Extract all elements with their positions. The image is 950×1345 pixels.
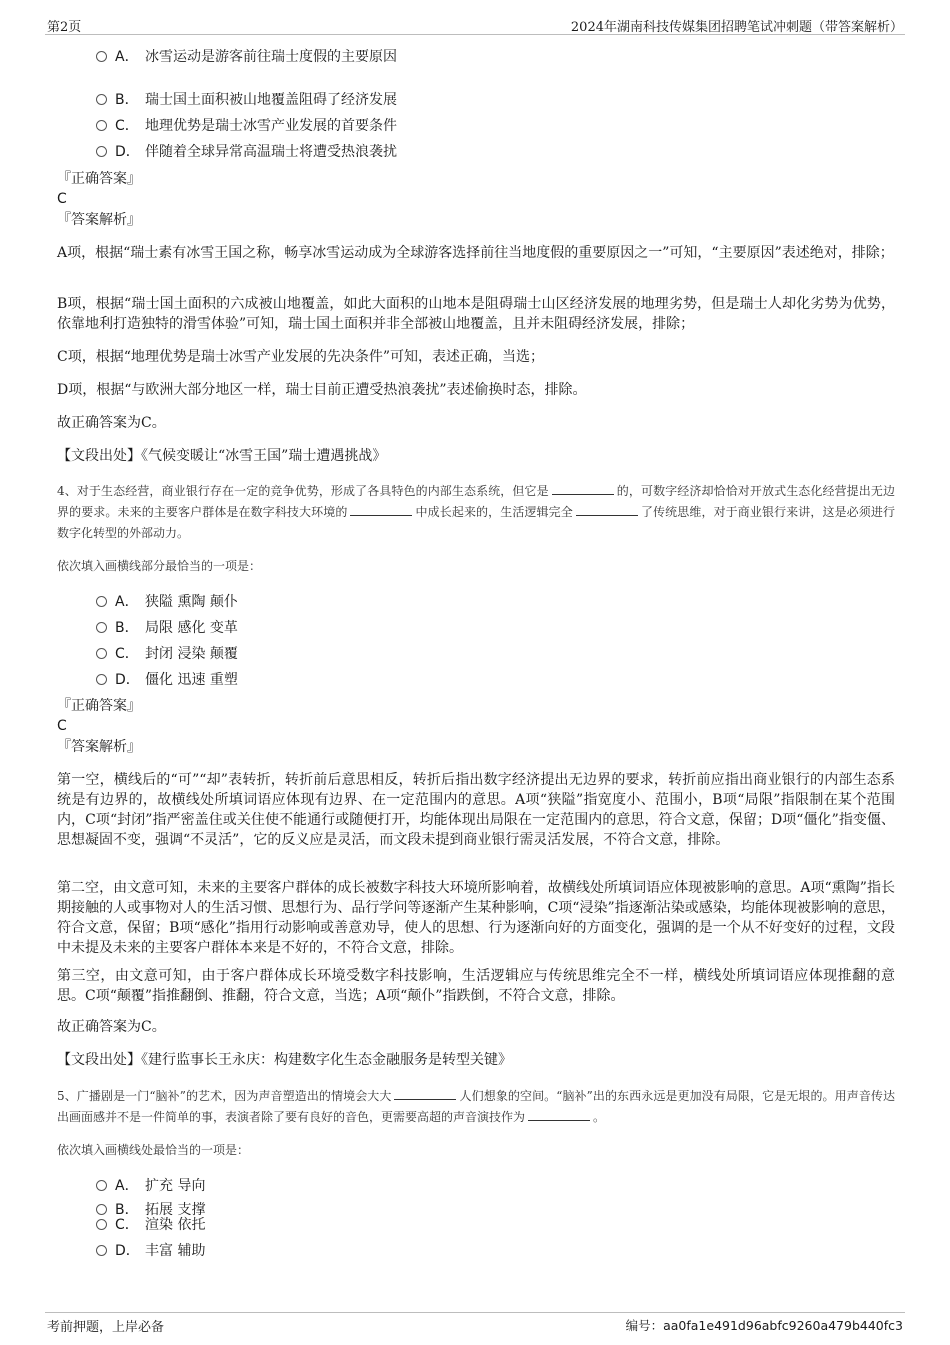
q4-source: 【文段出处】《建行监事长王永庆：构建数字化生态金融服务是转型关键》 [57,1052,512,1068]
q5-option-d[interactable]: D． 丰富 辅助 [96,1241,205,1261]
q5-option-a[interactable]: A． 扩充 导向 [96,1176,205,1196]
q4-correct-label: 『正确答案』 [57,698,141,714]
radio-icon[interactable] [96,1180,107,1191]
q3-analysis-d: D项，根据“与欧洲大部分地区一样，瑞士目前正遭受热浪袭扰”表述偷换时态，排除。 [57,382,587,398]
q3-option-a[interactable]: A． 冰雪运动是游客前往瑞士度假的主要原因 [96,47,397,67]
radio-icon[interactable] [96,120,107,131]
q4-answer: C [57,718,67,734]
q5-option-b[interactable]: B． 拓展 支撑 [96,1200,205,1220]
q4-option-d[interactable]: D． 僵化 迅速 重塑 [96,670,238,690]
q3-analysis-a: A项，根据“瑞士素有冰雪王国之称，畅享冰雪运动成为全球游客选择前往当地度假的重要原因之一”可知，“主要原因”表述绝对，排除； [57,245,894,261]
page-header [45,14,905,35]
q3-analysis-label: 『答案解析』 [57,212,141,228]
blank-line [394,1086,456,1100]
radio-icon[interactable] [96,1245,107,1256]
document-code: 编号：aa0fa1e491d96abfc9260a479b440fc3 [625,1318,903,1333]
q4-option-b[interactable]: B． 局限 感化 变革 [96,618,238,638]
q5-question: 5、广播剧是一门“脑补”的艺术，因为声音塑造出的情境会大大 人们想象的空间。“脑补”出的东西永远是更加没有局限，它是无垠的。用声音传达出画面感并不是一件简单的事，表演者除了要有良好的音色，更需要高超的声音演技作为 。 [57,1086,895,1128]
q5-option-c[interactable]: C． 渲染 依托 [96,1215,205,1235]
q3-analysis-b: B项，根据“瑞士国土面积的六成被山地覆盖，如此大面积的山地本是阻碍瑞士山区经济发展的地理劣势，但是瑞士人却化劣势为优势，依靠地利打造独特的滑雪体验”可知，瑞士国土面积并非全部被山地覆盖，且并未阻碍经济发展，排除； [57,296,895,332]
blank-line [576,502,638,516]
q4-analysis-1: 第一空，横线后的“可”“却”表转折，转折前后意思相反，转折后指出数字经济提出无边界的要求，转折前应指出商业银行的内部生态系统是有边界的，故横线处所填词语应体现有边界、在一定范围内的意思。A项“狭隘”指宽度小、范围小，B项“局限”指限制在某个范围内，C项“封闭”指严密盖住或关住使不能通行或随便打开，均能体现出局限在一定范围内的意思，符合文意，保留；D项“僵化”指变僵、思想凝固不变，强调“不灵活”，它的反义应是灵活，而文段未提到商业银行需灵活发展，不符合文意，排除。 [57,772,895,848]
document-title: 2024年湖南科技传媒集团招聘笔试冲刺题（带答案解析） [570,20,903,35]
q4-option-c[interactable]: C． 封闭 浸染 颠覆 [96,644,238,664]
radio-icon[interactable] [96,622,107,633]
q3-option-c[interactable]: C． 地理优势是瑞士冰雪产业发展的首要条件 [96,116,397,136]
blank-line [528,1107,590,1121]
radio-icon[interactable] [96,94,107,105]
radio-icon[interactable] [96,648,107,659]
q3-analysis-c: C项，根据“地理优势是瑞士冰雪产业发展的先决条件”可知，表述正确，当选； [57,349,545,365]
q4-instruction: 依次填入画横线部分最恰当的一项是： [57,559,262,573]
radio-icon[interactable] [96,1219,107,1230]
footer-slogan: 考前押题，上岸必备 [47,1320,165,1335]
q3-option-b[interactable]: B． 瑞士国土面积被山地覆盖阻碍了经济发展 [96,90,397,110]
blank-line [552,481,614,495]
q4-analysis-3: 第三空，由文意可知，由于客户群体成长环境受数字科技影响，生活逻辑应与传统思维完全不一样，横线处所填词语应体现推翻的意思。C项“颠覆”指推翻倒、推翻，符合文意，当选；A项“颠仆”指跌倒，不符合文意，排除。 [57,968,895,1004]
q3-source: 【文段出处】《气候变暖让“冰雪王国”瑞士遭遇挑战》 [57,448,387,464]
blank-line [350,502,412,516]
q4-conclusion: 故正确答案为C。 [57,1019,166,1035]
radio-icon[interactable] [96,146,107,157]
q3-correct-label: 『正确答案』 [57,171,141,187]
q4-analysis-2: 第二空，由文意可知，未来的主要客户群体的成长被数字科技大环境所影响着，故横线处所填词语应体现被影响的意思。A项“熏陶”指长期接触的人或事物对人的生活习惯、思想行为、品行学问等逐渐产生某种影响，C项“浸染”指逐渐沾染或感染，均能体现被影响的意思，符合文意，保留；B项“感化”指用行动影响或善意劝导，使人的思想、行为逐渐向好的方面变化，强调的是一个从不好变好的过程，文段中未提及未来的主要客户群体本来是不好的，不符合文意，排除。 [57,880,895,956]
q4-option-a[interactable]: A． 狭隘 熏陶 颠仆 [96,592,238,612]
q4-analysis-label: 『答案解析』 [57,739,141,755]
radio-icon[interactable] [96,596,107,607]
page-number: 第2页 [47,20,82,35]
q5-instruction: 依次填入画横线处最恰当的一项是： [57,1143,250,1157]
radio-icon[interactable] [96,51,107,62]
q3-conclusion: 故正确答案为C。 [57,415,166,431]
page-footer [45,1312,905,1335]
q3-answer: C [57,191,67,207]
q4-question: 4、对于生态经营，商业银行存在一定的竞争优势，形成了各具特色的内部生态系统，但它是 的，可数字经济却恰恰对开放式生态化经营提出无边界的要求。未来的主要客户群体是在数字科技大环境的 中成长起来的，生活逻辑完全 了传统思维，对于商业银行来讲，这是必须进行数字化转型的外部动力。 [57,481,895,544]
q3-option-d[interactable]: D． 伴随着全球异常高温瑞士将遭受热浪袭扰 [96,142,397,162]
radio-icon[interactable] [96,674,107,685]
radio-icon[interactable] [96,1204,107,1215]
